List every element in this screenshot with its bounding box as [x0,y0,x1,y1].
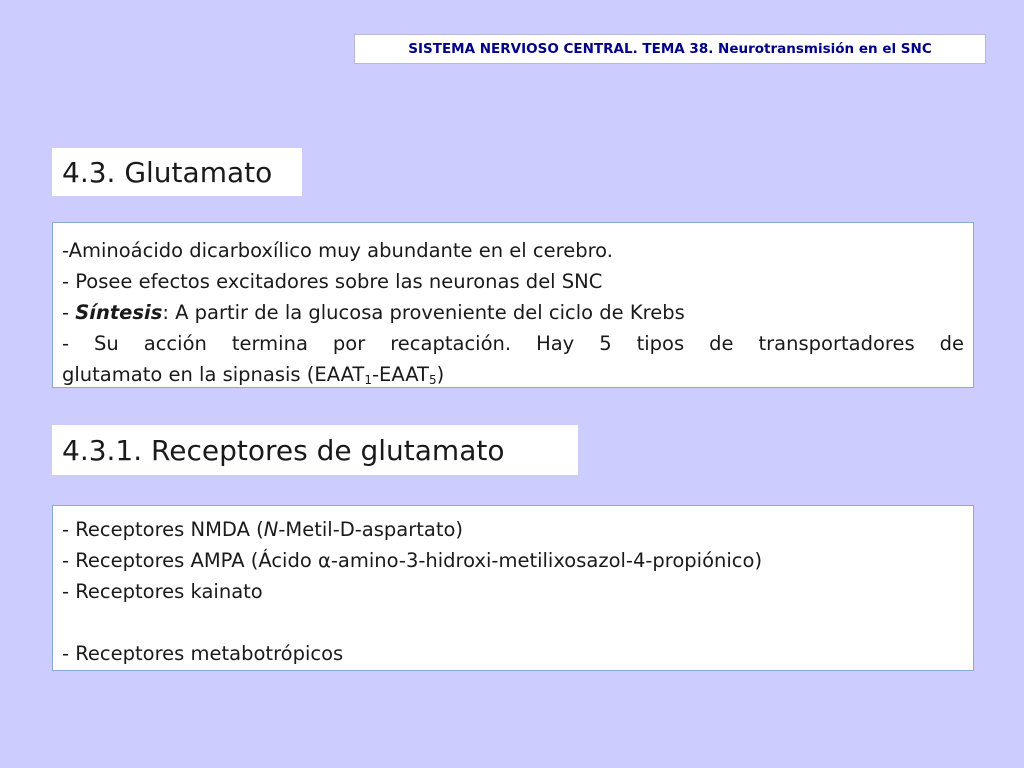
text-line-efectos: - Posee efectos excitadores sobre las neuronas del SNC [62,270,603,293]
sintesis-label: Síntesis [75,301,163,324]
slide-header: SISTEMA NERVIOSO CENTRAL. TEMA 38. Neurotransmisión en el SNC [354,34,986,64]
text-line-sintesis [62,297,964,328]
receptor-item-metabotropicos: - Receptores metabotrópicos [62,642,344,665]
text-fragment: - Receptores NMDA ( [62,518,264,541]
text-fragment: -Metil-D-aspartato) [278,518,464,541]
receptor-item-nmda [62,514,964,545]
glutamato-description-box [52,222,974,388]
receptor-item-kainato: - Receptores kainato [62,580,263,603]
text-fragment: -amino-3-hidroxi-metilixosazol-4-propiónico) [330,549,763,572]
text-fragment: - [62,301,76,324]
text-fragment: ) [436,363,445,386]
receptores-list-box [52,505,974,671]
blank-line [62,607,964,638]
section-title-receptores: 4.3.1. Receptores de glutamato [52,425,578,475]
text-fragment: : A partir de la glucosa proveniente del ciclo de Krebs [162,301,685,324]
text-line-aminoacido: -Aminoácido dicarboxílico muy abundante en el cerebro. [62,239,613,262]
italic-letter: N [263,518,279,541]
receptor-item-ampa [62,545,964,576]
text-fragment: - Receptores AMPA (Ácido [62,549,318,572]
alpha-symbol: α [318,549,331,572]
text-fragment: -EAAT [371,363,429,386]
text-line-transportadores [62,359,964,390]
text-line-recaptacion: - Su acción termina por recaptación. Hay 5 tipos de transportadores de [62,332,964,355]
subscript: 1 [364,373,372,387]
subscript: 5 [428,373,437,387]
section-title-glutamato: 4.3. Glutamato [52,148,302,196]
text-fragment: glutamato en la sipnasis (EAAT [62,363,365,386]
